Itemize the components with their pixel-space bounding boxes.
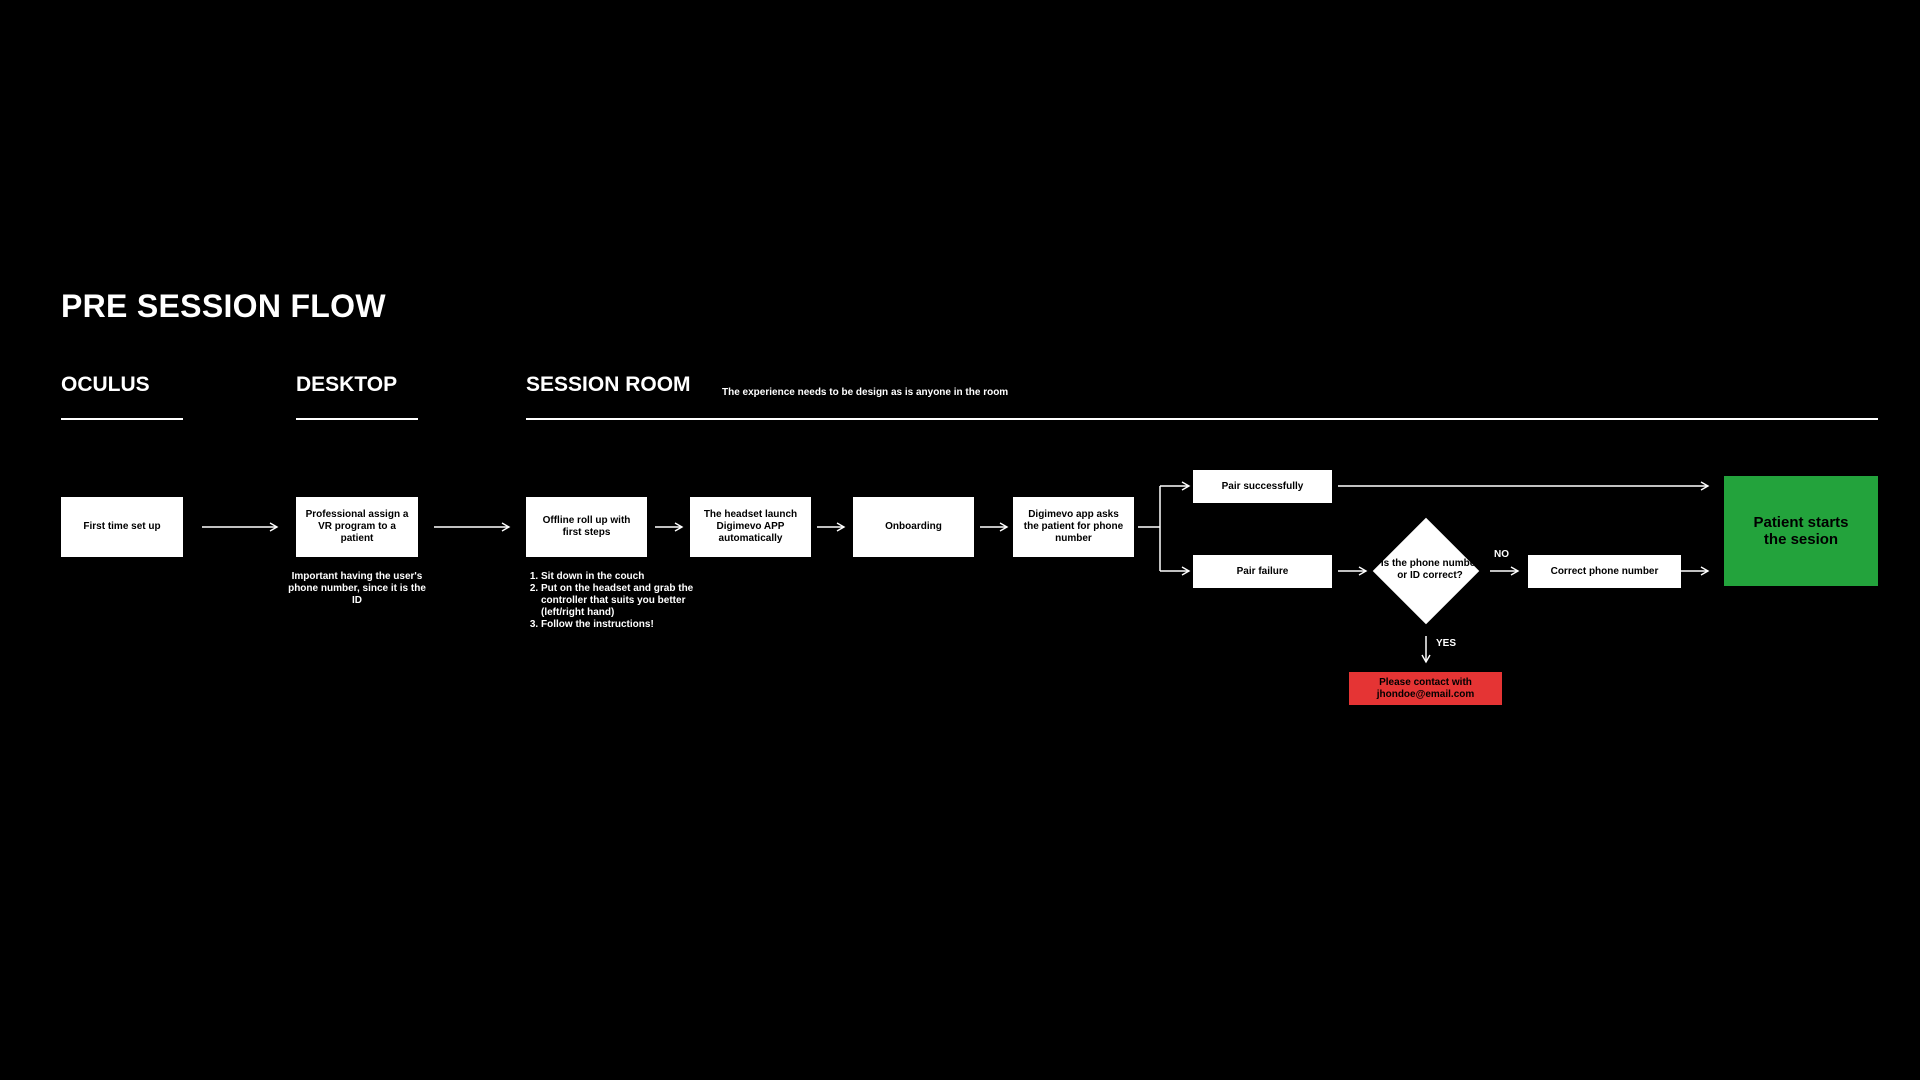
session-step: 3. Follow the instructions! [541, 619, 701, 631]
section-session-room: SESSION ROOM [526, 373, 691, 396]
decision-question: Is the phone number or ID correct? [1380, 558, 1480, 581]
page-title: PRE SESSION FLOW [61, 288, 386, 324]
node-offline-rollup: Offline roll up with first steps [526, 497, 647, 557]
session-room-note: The experience needs to be design as is anyone in the room [722, 387, 1009, 398]
node-pair-successfully: Pair successfully [1193, 470, 1332, 503]
node-first-time-setup: First time set up [61, 497, 183, 557]
branch-label-yes: YES [1436, 638, 1457, 649]
desktop-note: Important having the user's phone number, since it is the ID [288, 571, 426, 606]
node-onboarding: Onboarding [853, 497, 974, 557]
node-app-asks-phone: Digimevo app asks the patient for phone number [1013, 497, 1134, 557]
session-step: 2. Put on the headset and grab the controller that suits you better (left/right hand) [541, 583, 701, 619]
node-correct-phone-number: Correct phone number [1528, 555, 1681, 588]
node-headset-launch: The headset launch Digimevo APP automatically [690, 497, 811, 557]
session-step: 1. Sit down in the couch [541, 571, 701, 583]
node-contact-support: Please contact with jhondoe@email.com [1349, 672, 1502, 705]
node-patient-starts-session: Patient starts the sesion [1724, 476, 1878, 586]
node-professional-assign: Professional assign a VR program to a patient [296, 497, 418, 557]
node-pair-failure: Pair failure [1193, 555, 1332, 588]
session-steps-list [527, 571, 701, 631]
section-oculus: OCULUS [61, 373, 150, 396]
branch-label-no: NO [1494, 549, 1509, 560]
section-desktop: DESKTOP [296, 373, 398, 396]
